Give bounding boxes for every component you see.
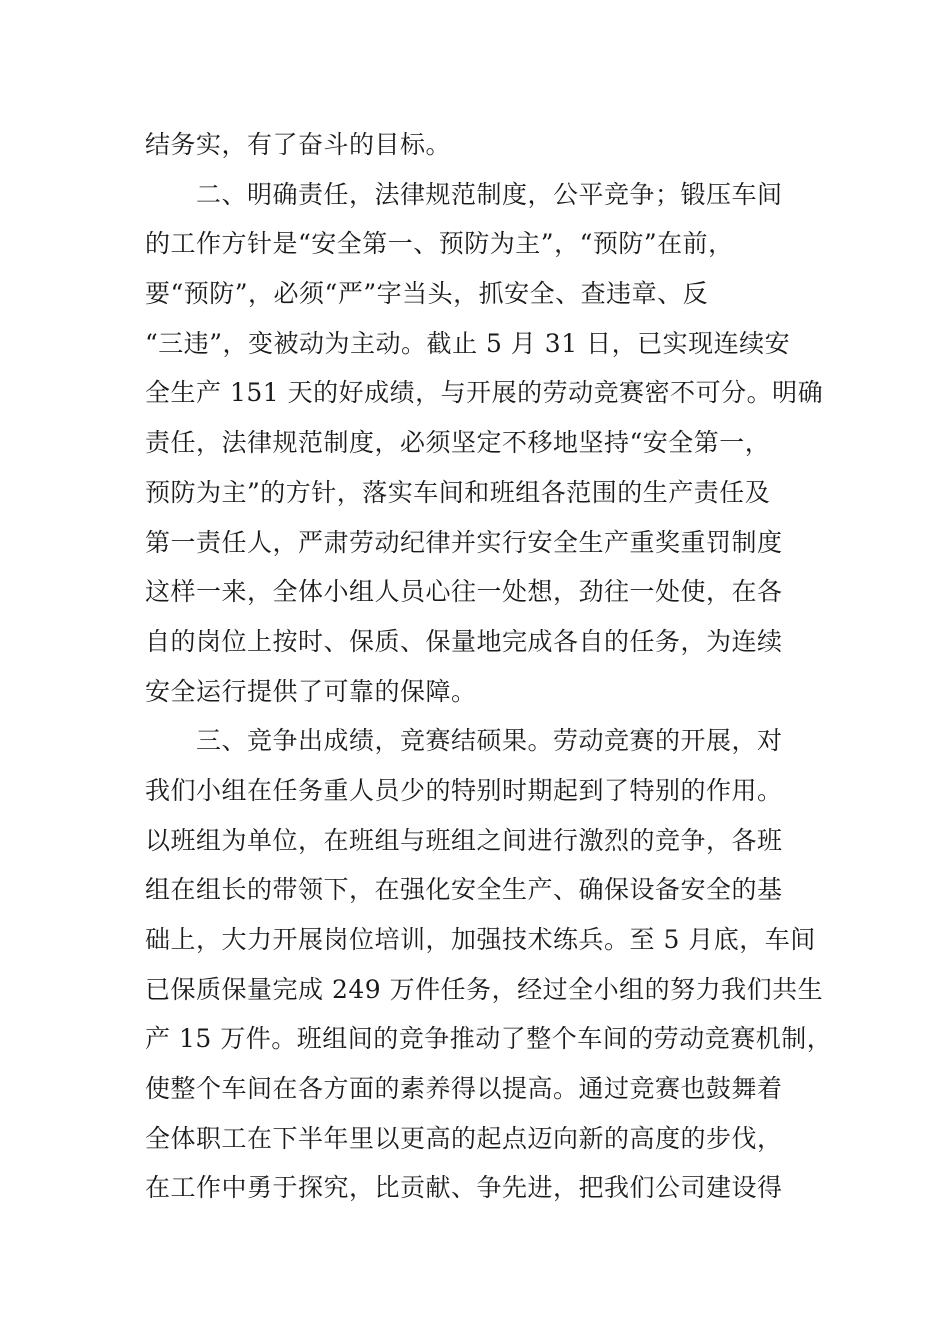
text-line: 第一责任人，严肃劳动纪律并实行安全生产重奖重罚制度 bbox=[145, 527, 783, 557]
text-line: 全生产 151 天的好成绩，与开展的劳动竞赛密不可分。明确 bbox=[145, 378, 824, 408]
text-line: 自的岗位上按时、保质、保量地完成各自的任务，为连续 bbox=[145, 626, 783, 656]
text-line: 全体职工在下半年里以更高的起点迈向新的高度的步伐， bbox=[145, 1123, 783, 1153]
text-line: 的工作方针是“安全第一、预防为主”，“预防”在前， bbox=[145, 229, 734, 259]
text-line: 我们小组在任务重人员少的特别时期起到了特别的作用。 bbox=[145, 775, 783, 805]
text-line: 责任，法律规范制度，必须坚定不移地坚持“安全第一， bbox=[145, 428, 771, 458]
text-line: “三违”，变被动为主动。截止 5 月 31 日，已实现连续安 bbox=[145, 328, 791, 358]
text-line: 使整个车间在各方面的素养得以提高。通过竞赛也鼓舞着 bbox=[145, 1074, 783, 1104]
text-line: 础上，大力开展岗位培训，加强技术练兵。至 5 月底，车间 bbox=[145, 925, 816, 954]
body-text bbox=[145, 120, 833, 1213]
text-line: 在工作中勇于探究，比贡献、争先进，把我们公司建设得 bbox=[145, 1173, 783, 1203]
text-line: 预防为主”的方针，落实车间和班组各范围的生产责任及 bbox=[145, 477, 771, 507]
text-line: 要“预防”，必须“严”字当头，抓安全、查违章、反 bbox=[145, 279, 709, 309]
paragraph-start-line: 二、明确责任，法律规范制度，公平竞争；锻压车间 bbox=[145, 179, 783, 209]
paragraph-start-line: 三、竞争出成绩，竞赛结硕果。劳动竞赛的开展，对 bbox=[145, 726, 783, 756]
text-line: 安全运行提供了可靠的保障。 bbox=[145, 676, 477, 706]
text-line: 组在组长的带领下，在强化安全生产、确保设备安全的基 bbox=[145, 875, 783, 905]
text-line: 结务实，有了奋斗的目标。 bbox=[145, 130, 452, 159]
text-line: 已保质保量完成 249 万件任务，经过全小组的努力我们共生 bbox=[145, 974, 824, 1004]
text-line: 产 15 万件。班组间的竞争推动了整个车间的劳动竞赛机制， bbox=[145, 1024, 833, 1054]
text-line: 以班组为单位，在班组与班组之间进行激烈的竞争，各班 bbox=[145, 825, 783, 855]
text-line: 这样一来，全体小组人员心往一处想，劲往一处使，在各 bbox=[145, 577, 783, 607]
